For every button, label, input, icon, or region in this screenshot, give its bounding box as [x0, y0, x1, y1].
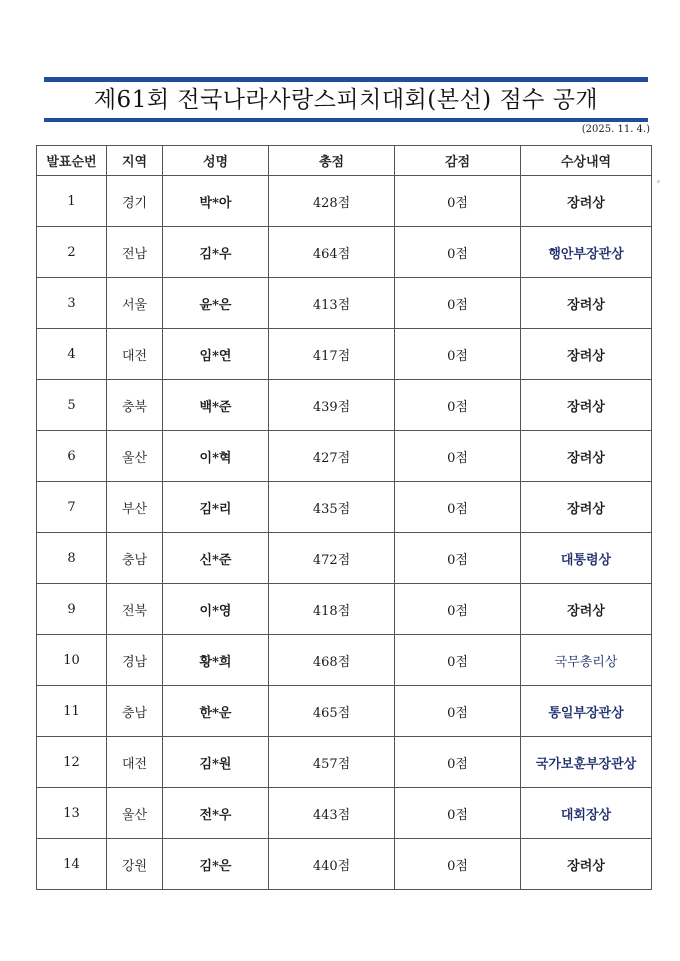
header-region: 지역	[107, 146, 163, 176]
cell-name: 한*운	[163, 686, 269, 737]
cell-region: 충북	[107, 380, 163, 431]
cell-award: 대통령상	[521, 533, 652, 584]
cell-deduction: 0점	[395, 584, 521, 635]
cell-region: 대전	[107, 737, 163, 788]
cell-region: 충남	[107, 686, 163, 737]
cell-total: 464점	[269, 227, 395, 278]
header-award: 수상내역	[521, 146, 652, 176]
cell-name: 박*아	[163, 176, 269, 227]
header-order: 발표순번	[37, 146, 107, 176]
cell-region: 충남	[107, 533, 163, 584]
cell-order: 14	[37, 839, 107, 890]
cell-name: 전*우	[163, 788, 269, 839]
cell-deduction: 0점	[395, 686, 521, 737]
cell-order: 8	[37, 533, 107, 584]
cell-total: 468점	[269, 635, 395, 686]
cell-award: 장려상	[521, 380, 652, 431]
table-row	[37, 686, 652, 737]
cell-deduction: 0점	[395, 278, 521, 329]
cell-order: 9	[37, 584, 107, 635]
score-table	[36, 145, 652, 890]
cell-award: 대회장상	[521, 788, 652, 839]
title-bottom-rule	[44, 118, 648, 122]
cell-order: 1	[37, 176, 107, 227]
table-row	[37, 431, 652, 482]
cell-order: 12	[37, 737, 107, 788]
cell-name: 신*준	[163, 533, 269, 584]
cell-deduction: 0점	[395, 635, 521, 686]
cell-order: 7	[37, 482, 107, 533]
cell-order: 2	[37, 227, 107, 278]
cell-name: 임*연	[163, 329, 269, 380]
cell-total: 440점	[269, 839, 395, 890]
table-row	[37, 380, 652, 431]
table-row	[37, 533, 652, 584]
cell-region: 부산	[107, 482, 163, 533]
cell-order: 10	[37, 635, 107, 686]
table-row	[37, 737, 652, 788]
cell-deduction: 0점	[395, 176, 521, 227]
cell-name: 이*영	[163, 584, 269, 635]
cell-name: 김*우	[163, 227, 269, 278]
cell-deduction: 0점	[395, 737, 521, 788]
cell-deduction: 0점	[395, 380, 521, 431]
table-row	[37, 482, 652, 533]
cell-order: 5	[37, 380, 107, 431]
cell-region: 경남	[107, 635, 163, 686]
table-row	[37, 329, 652, 380]
scan-speck	[657, 180, 660, 183]
table-row	[37, 227, 652, 278]
cell-name: 황*희	[163, 635, 269, 686]
cell-deduction: 0점	[395, 788, 521, 839]
cell-order: 6	[37, 431, 107, 482]
title-top-rule	[44, 77, 648, 82]
table-row	[37, 839, 652, 890]
cell-region: 경기	[107, 176, 163, 227]
cell-name: 김*은	[163, 839, 269, 890]
cell-region: 강원	[107, 839, 163, 890]
cell-award: 행안부장관상	[521, 227, 652, 278]
cell-region: 전북	[107, 584, 163, 635]
cell-name: 백*준	[163, 380, 269, 431]
cell-deduction: 0점	[395, 329, 521, 380]
cell-deduction: 0점	[395, 227, 521, 278]
cell-region: 울산	[107, 788, 163, 839]
header-deduction: 감점	[395, 146, 521, 176]
table-header-row	[37, 146, 652, 176]
cell-award: 장려상	[521, 482, 652, 533]
cell-order: 11	[37, 686, 107, 737]
cell-order: 4	[37, 329, 107, 380]
cell-award: 장려상	[521, 584, 652, 635]
cell-total: 435점	[269, 482, 395, 533]
cell-region: 대전	[107, 329, 163, 380]
cell-deduction: 0점	[395, 533, 521, 584]
cell-award: 장려상	[521, 329, 652, 380]
cell-name: 이*혁	[163, 431, 269, 482]
cell-award: 장려상	[521, 431, 652, 482]
cell-deduction: 0점	[395, 482, 521, 533]
cell-award: 장려상	[521, 176, 652, 227]
cell-total: 465점	[269, 686, 395, 737]
cell-total: 417점	[269, 329, 395, 380]
cell-deduction: 0점	[395, 431, 521, 482]
table-row	[37, 788, 652, 839]
cell-name: 김*원	[163, 737, 269, 788]
page-title: 제61회 전국나라사랑스피치대회(본선) 점수 공개	[93, 87, 599, 113]
cell-total: 418점	[269, 584, 395, 635]
cell-region: 서울	[107, 278, 163, 329]
cell-name: 김*리	[163, 482, 269, 533]
cell-award: 국가보훈부장관상	[521, 737, 652, 788]
cell-name: 윤*은	[163, 278, 269, 329]
cell-region: 울산	[107, 431, 163, 482]
cell-deduction: 0점	[395, 839, 521, 890]
table-row	[37, 635, 652, 686]
cell-award: 장려상	[521, 839, 652, 890]
cell-total: 439점	[269, 380, 395, 431]
cell-total: 472점	[269, 533, 395, 584]
table-row	[37, 584, 652, 635]
cell-order: 3	[37, 278, 107, 329]
table-row	[37, 278, 652, 329]
cell-total: 428점	[269, 176, 395, 227]
cell-order: 13	[37, 788, 107, 839]
table-row	[37, 176, 652, 227]
cell-total: 427점	[269, 431, 395, 482]
announcement-date: (2025. 11. 4.)	[581, 124, 650, 135]
cell-total: 443점	[269, 788, 395, 839]
cell-award: 통일부장관상	[521, 686, 652, 737]
cell-region: 전남	[107, 227, 163, 278]
cell-award: 장려상	[521, 278, 652, 329]
cell-total: 457점	[269, 737, 395, 788]
cell-award: 국무총리상	[521, 635, 652, 686]
header-total: 총점	[269, 146, 395, 176]
header-name: 성명	[163, 146, 269, 176]
cell-total: 413점	[269, 278, 395, 329]
